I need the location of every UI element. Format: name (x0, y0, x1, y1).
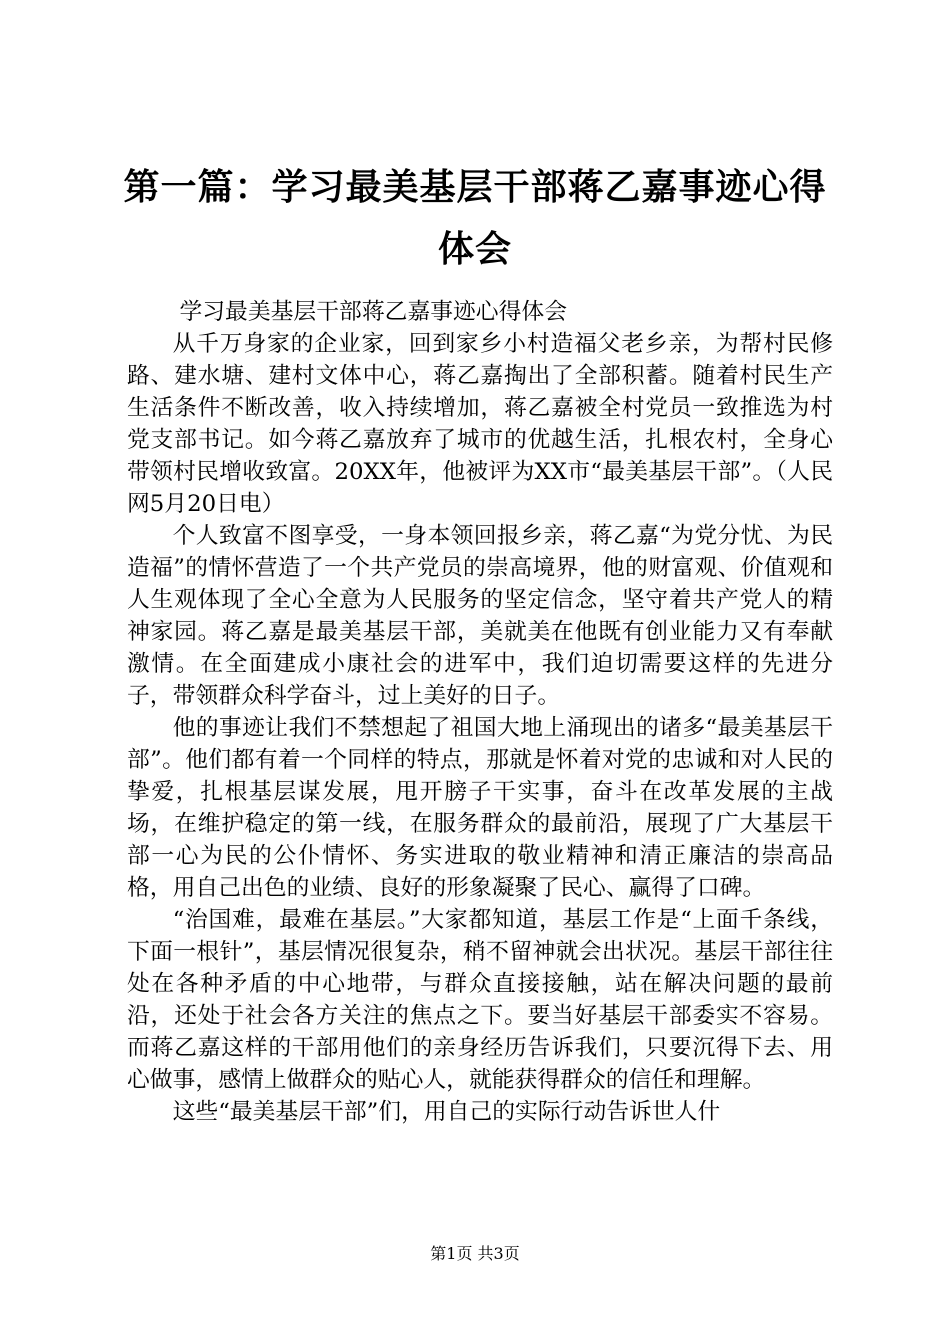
page-footer: 第1页 共3页 (430, 1244, 520, 1263)
document-body (127, 296, 833, 1128)
body-paragraph: 他的事迹让我们不禁想起了祖国大地上涌现出的诸多“最美基层干部”。他们都有着一个同样的特点，那就是怀着对党的忠诚和对人民的挚爱，扎根基层谋发展，甩开膀子干实事，奋斗在改革发展的主战场，在维护稳定的第一线，在服务群众的最前沿，展现了广大基层干部一心为民的公仆情怀、务实进取的敬业精神和清正廉洁的崇高品格，用自己出色的业绩、良好的形象凝聚了民心、赢得了口碑。 (127, 715, 833, 901)
body-paragraph: 这些“最美基层干部”们，用自己的实际行动告诉世人什 (172, 1099, 721, 1125)
document-title: 第一篇：学习最美基层干部蒋乙嘉事迹心得体会 (123, 166, 827, 270)
body-paragraph: “治国难，最难在基层。”大家都知道，基层工作是“上面千条线，下面一根针”，基层情况很复杂，稍不留神就会出状况。基层干部往往处在各种矛盾的中心地带，与群众直接接触，站在解决问题的最前沿，还处于社会各方关注的焦点之下。要当好基层干部委实不容易。而蒋乙嘉这样的干部用他们的亲身经历告诉我们，只要沉得下去、用心做事，感情上做群众的贴心人，就能获得群众的信任和理解。 (127, 907, 833, 1093)
body-paragraph: 从千万身家的企业家，回到家乡小村造福父老乡亲，为帮村民修路、建水塘、建村文体中心，蒋乙嘉掏出了全部积蓄。随着村民生产生活条件不断改善，收入持续增加，蒋乙嘉被全村党员一致推选为村党支部书记。如今蒋乙嘉放弃了城市的优越生活，扎根农村，全身心带领村民增收致富。20XX年，他被评为XX市“最美基层干部”。（人民网5月20日电） (127, 331, 833, 517)
document-subtitle: 学习最美基层干部蒋乙嘉事迹心得体会 (179, 299, 567, 325)
body-paragraph: 个人致富不图享受，一身本领回报乡亲，蒋乙嘉“为党分忧、为民造福”的情怀营造了一个共产党员的崇高境界，他的财富观、价值观和人生观体现了全心全意为人民服务的坚定信念，坚守着共产党人的精神家园。蒋乙嘉是最美基层干部，美就美在他既有创业能力又有奉献激情。在全面建成小康社会的进军中，我们迫切需要这样的先进分子，带领群众科学奋斗，过上美好的日子。 (127, 523, 833, 709)
